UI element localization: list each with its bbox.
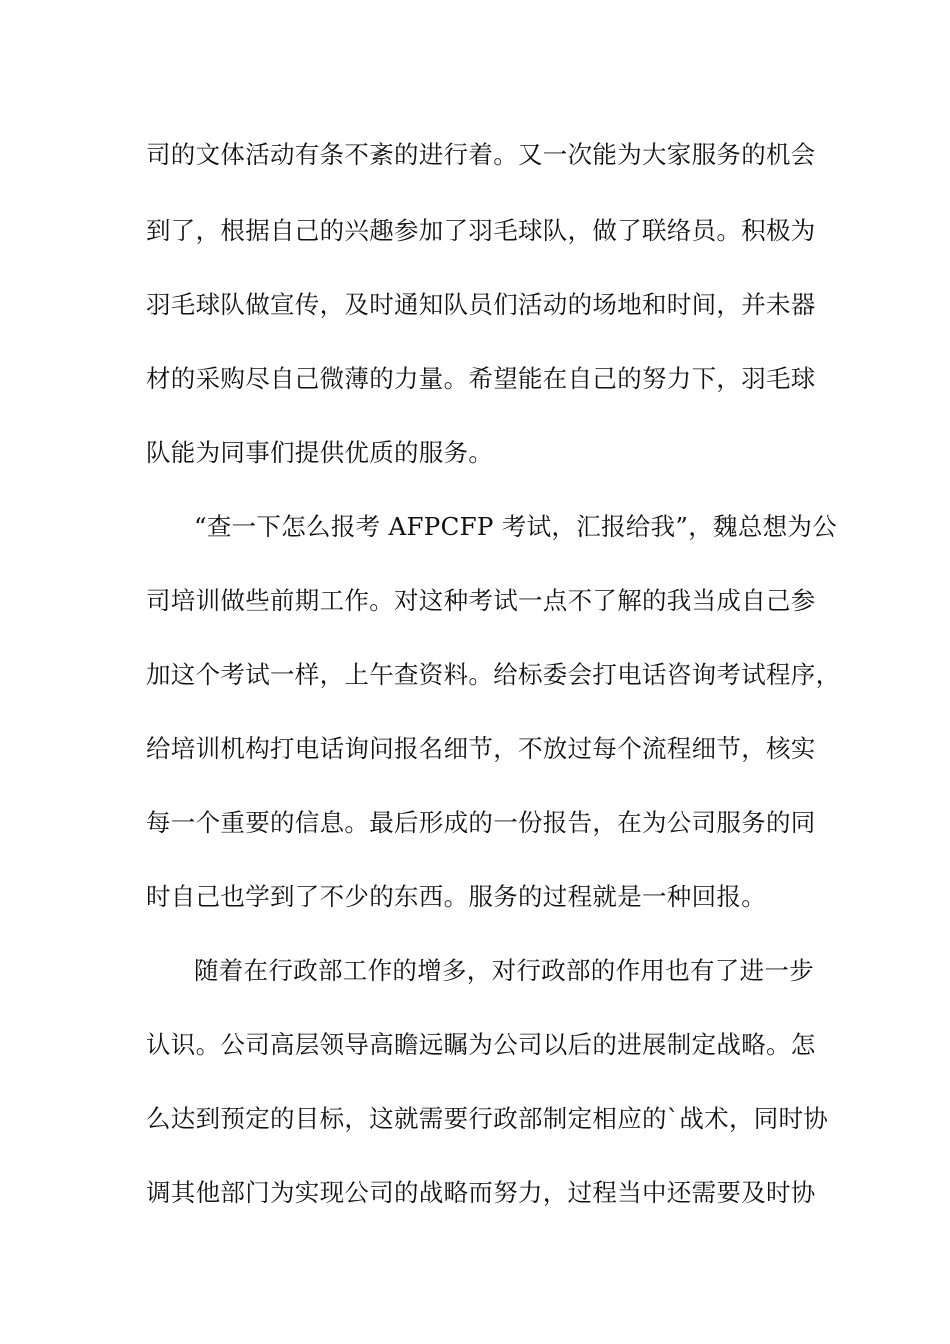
text-line: 调其他部门为实现公司的战略而努力，过程当中还需要及时协 (146, 1178, 816, 1207)
text-line: 时自己也学到了不少的东西。服务的过程就是一种回报。 (146, 882, 766, 911)
paragraph-first-line: 随着在行政部工作的增多，对行政部的作用也有了进一步 (194, 956, 814, 985)
text-line: 司的文体活动有条不紊的进行着。又一次能为大家服务的机会 (146, 140, 816, 169)
text-line: 么达到预定的目标，这就需要行政部制定相应的`战术，同时协 (146, 1104, 829, 1133)
text-line: 给培训机构打电话询问报名细节，不放过每个流程细节，核实 (146, 734, 816, 763)
text-line: 司培训做些前期工作。对这种考试一点不了解的我当成自己参 (146, 586, 816, 615)
text-line: 羽毛球队做宣传，及时通知队员们活动的场地和时间，并未器 (146, 290, 816, 319)
text-line: 到了，根据自己的兴趣参加了羽毛球队，做了联络员。积极为 (146, 216, 816, 245)
text-line: 认识。公司高层领导高瞻远瞩为公司以后的进展制定战略。怎 (146, 1030, 816, 1059)
text-line: 材的采购尽自己微薄的力量。希望能在自己的努力下，羽毛球 (146, 364, 816, 393)
paragraph-first-line: “查一下怎么报考 AFPCFP 考试，汇报给我”，魏总想为公 (194, 512, 838, 541)
text-line: 每一个重要的信息。最后形成的一份报告，在为公司服务的同 (146, 808, 816, 837)
text-line: 队能为同事们提供优质的服务。 (146, 438, 494, 467)
text-line: 加这个考试一样，上午查资料。给标委会打电话咨询考试程序， (146, 660, 841, 689)
